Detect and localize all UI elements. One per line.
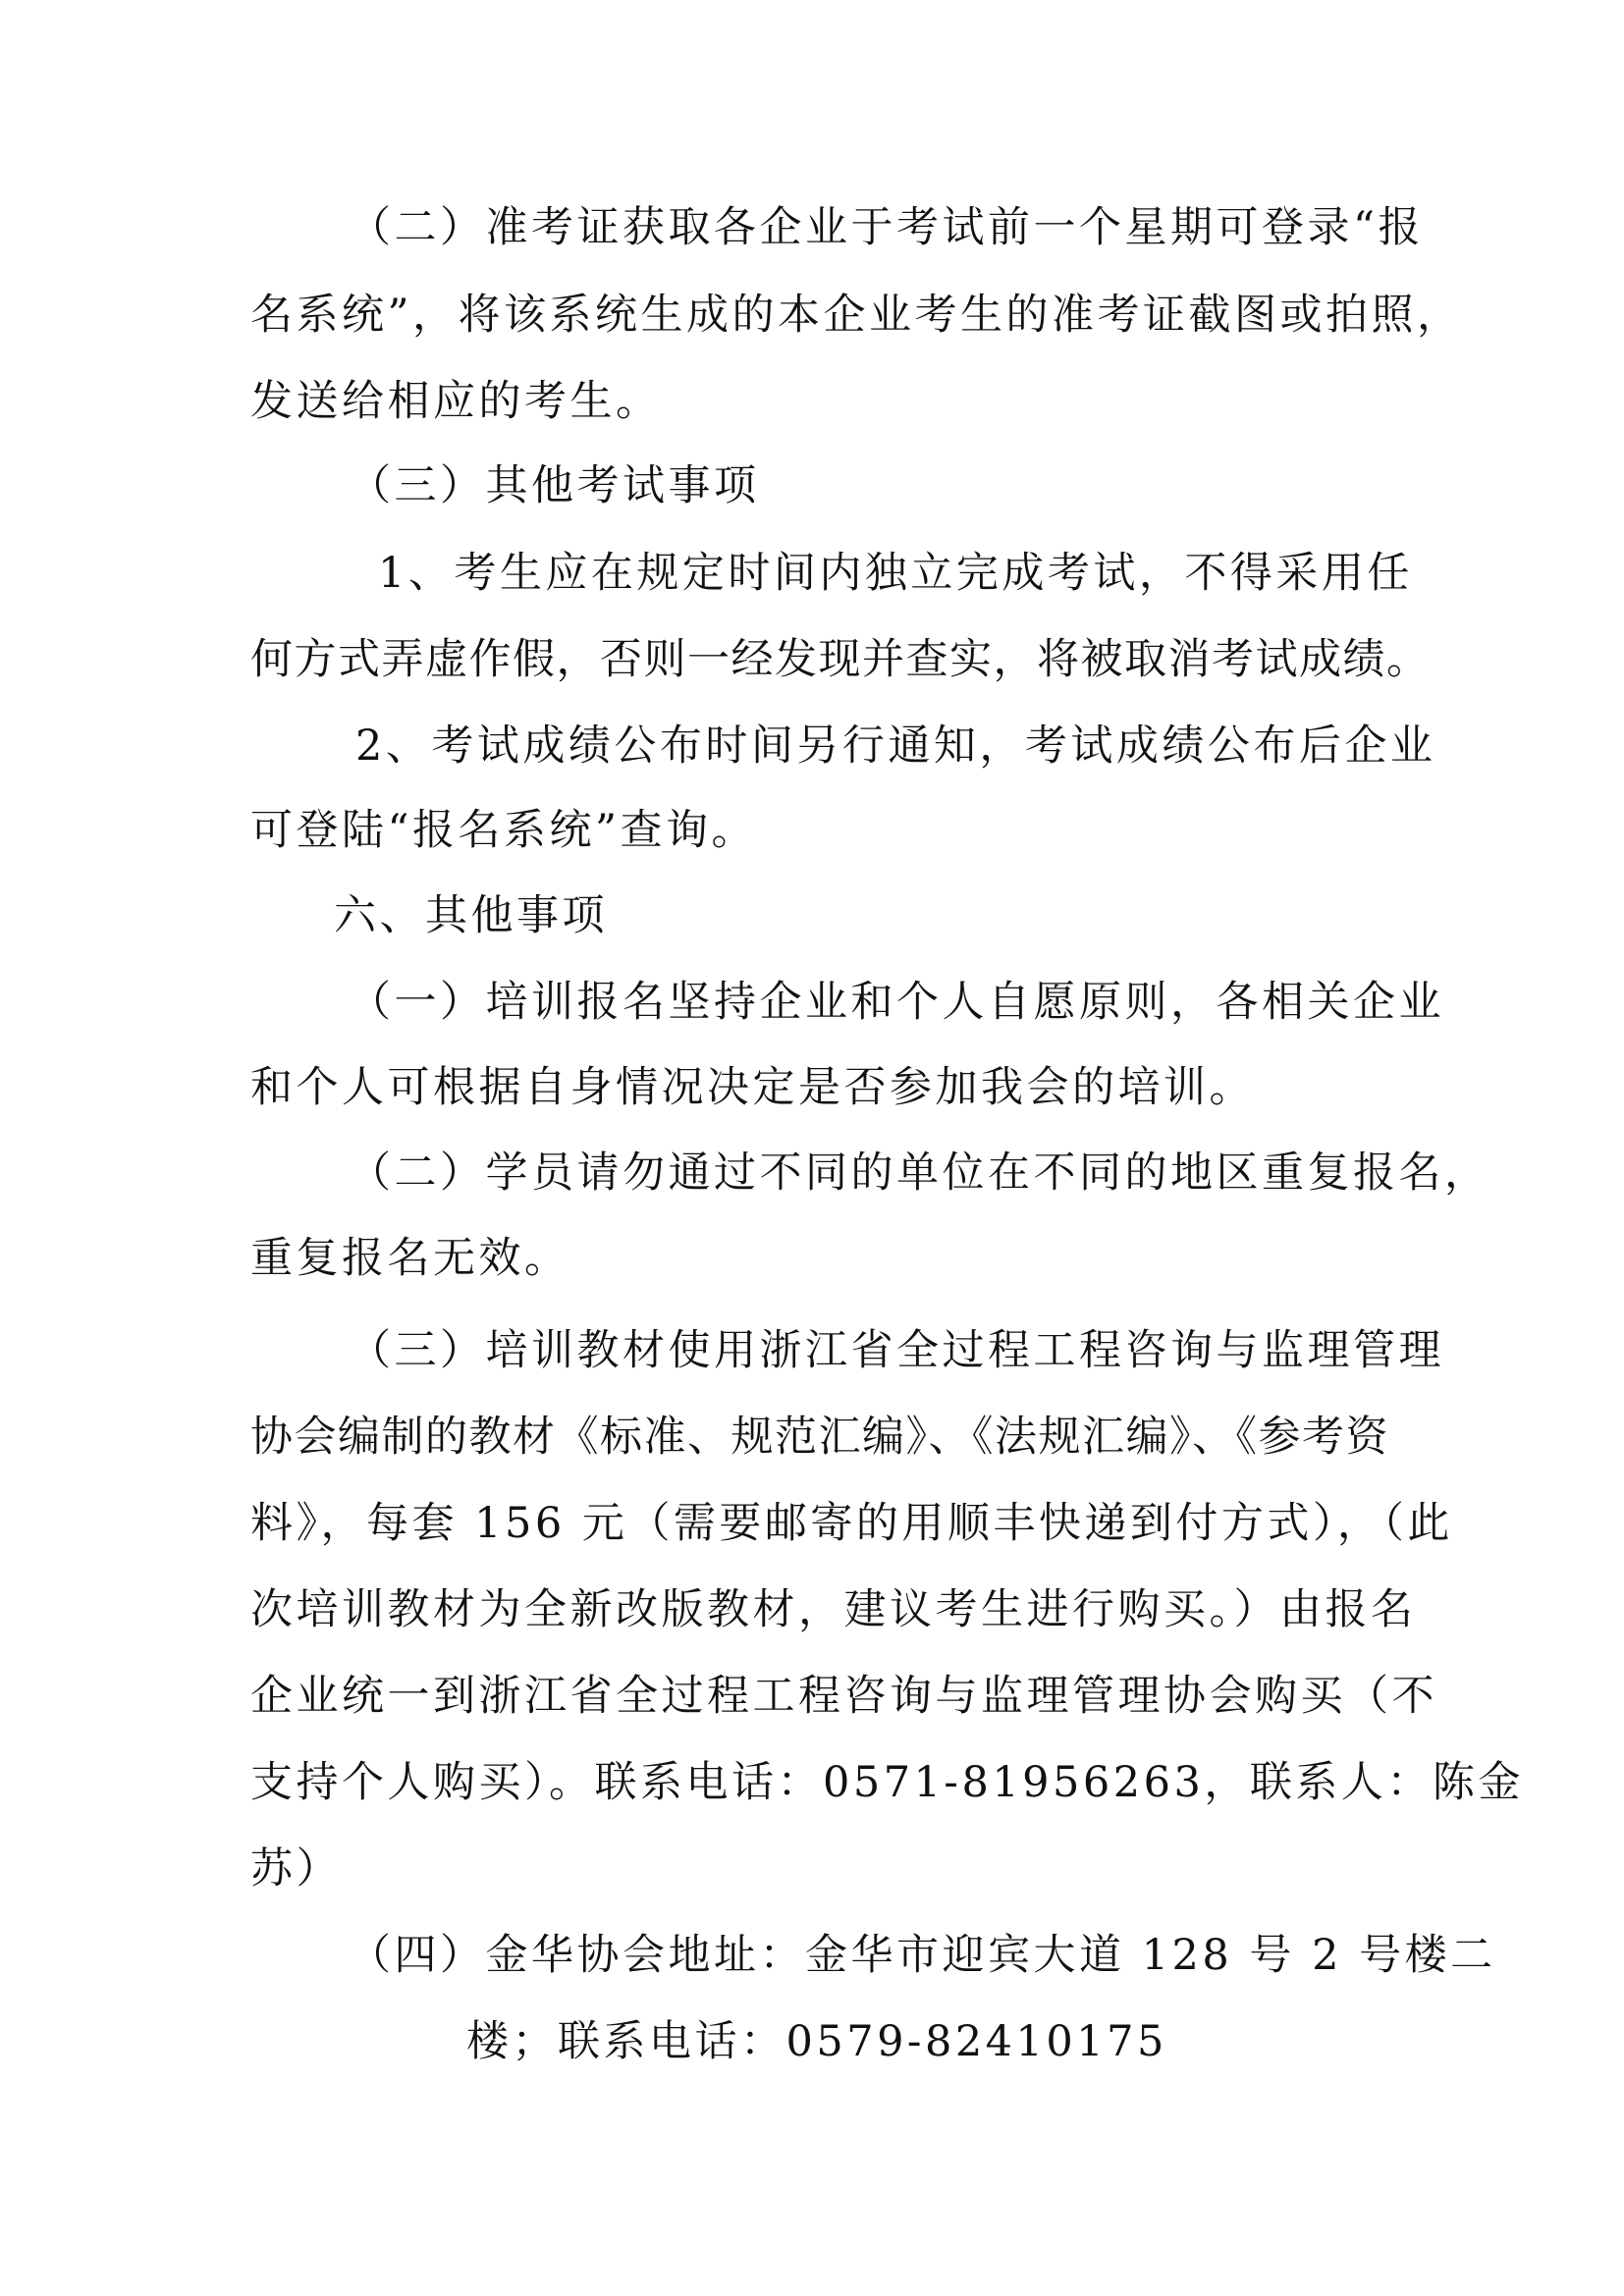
jinhua-association-address-line-2: 楼；联系电话：0579-82410175 [466,2017,1167,2066]
admission-ticket-paragraph-line-2: 名系统”，将该系统生成的本企业考生的准考证截图或拍照， [250,291,1463,340]
textbook-paragraph-line-1: （三）培训教材使用浙江省全过程工程咨询与监理管理 [349,1326,1444,1375]
duplicate-registration-line-2: 重复报名无效。 [250,1234,570,1283]
jinhua-association-address-line-1: （四）金华协会地址：金华市迎宾大道 128 号 2 号楼二 [349,1931,1496,1980]
voluntary-principle-line-1: （一）培训报名坚持企业和个人自愿原则，各相关企业 [349,978,1444,1027]
other-matters-heading: 六、其他事项 [334,891,608,940]
exam-rule-2-line-1: 2、考试成绩公布时间另行通知，考试成绩公布后企业 [355,721,1436,771]
admission-ticket-paragraph-line-1: （二）准考证获取各企业于考试前一个星期可登录“报 [349,203,1424,252]
duplicate-registration-line-1: （二）学员请勿通过不同的单位在不同的地区重复报名， [349,1148,1490,1198]
textbook-paragraph-line-6: 支持个人购买）。联系电话：0571-81956263，联系人：陈金 [250,1758,1524,1807]
textbook-paragraph-line-4: 次培训教材为全新改版教材，建议考生进行购买。）由报名 [250,1585,1417,1634]
textbook-paragraph-line-3: 料》，每套 156 元（需要邮寄的用顺丰快递到付方式），（此 [250,1499,1453,1548]
voluntary-principle-line-2: 和个人可根据自身情况决定是否参加我会的培训。 [250,1063,1255,1112]
other-exam-matters-heading: （三）其他考试事项 [349,461,760,510]
exam-rule-2-line-2: 可登陆“报名系统”查询。 [250,806,757,855]
textbook-paragraph-line-2: 协会编制的教材《标准、规范汇编》、《法规汇编》、《参考资 [250,1413,1389,1462]
exam-rule-1-line-1: 1、考生应在规定时间内独立完成考试，不得采用任 [378,549,1413,598]
textbook-paragraph-line-5: 企业统一到浙江省全过程工程咨询与监理管理协会购买（不 [250,1672,1437,1721]
admission-ticket-paragraph-line-3: 发送给相应的考生。 [250,377,662,426]
exam-rule-1-line-2: 何方式弄虚作假，否则一经发现并查实，将被取消考试成绩。 [250,635,1431,684]
textbook-paragraph-line-7: 苏） [250,1844,342,1894]
